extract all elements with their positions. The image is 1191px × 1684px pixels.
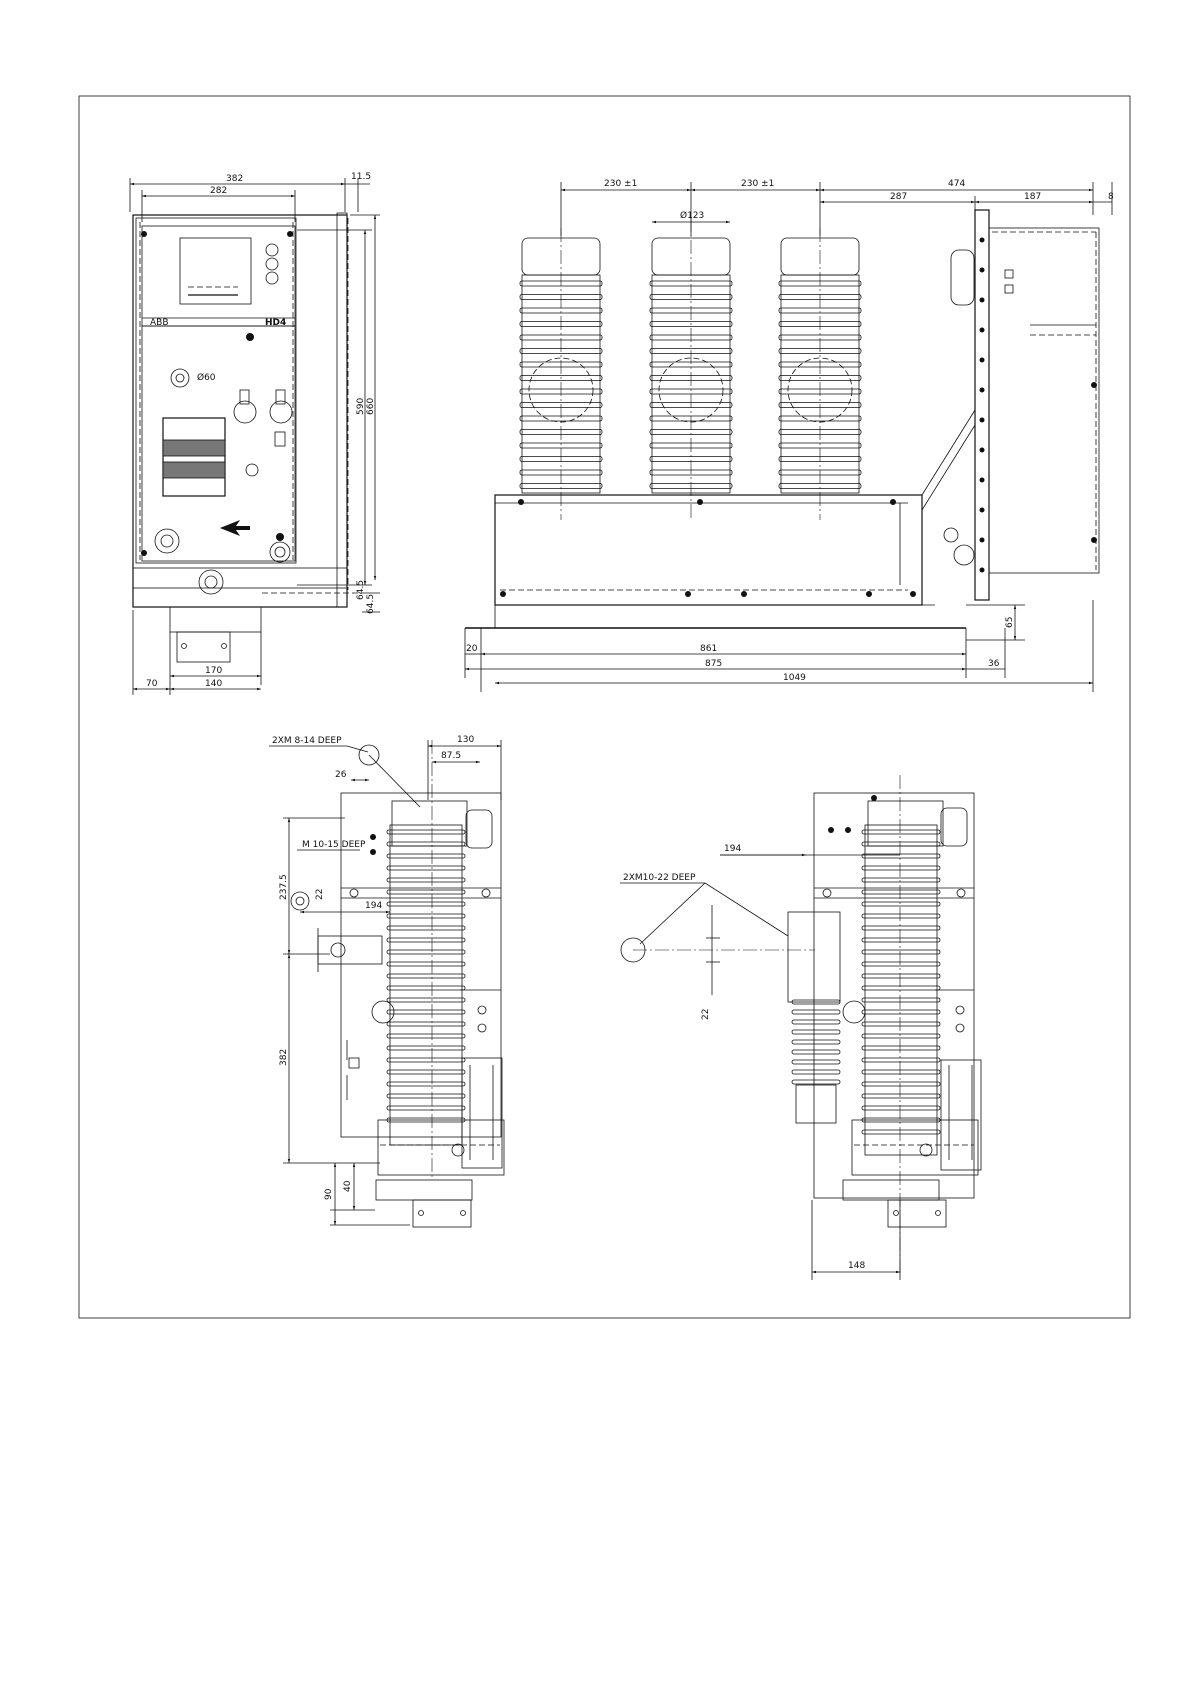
pole-3	[781, 228, 859, 520]
fin	[862, 938, 940, 942]
frame-hole	[980, 568, 985, 573]
fin	[387, 950, 465, 954]
fin	[862, 914, 940, 918]
model-label: HD4	[265, 318, 287, 328]
fin	[862, 926, 940, 930]
right-detail-view	[621, 775, 981, 1275]
fin	[387, 878, 465, 882]
dim-187: 187	[1024, 192, 1042, 202]
fin	[792, 1050, 840, 1054]
frame-hole	[980, 418, 985, 423]
fin	[862, 1034, 940, 1038]
dim-287: 287	[890, 192, 908, 202]
dim-22-right: 22	[701, 1008, 711, 1020]
fin	[387, 1082, 465, 1086]
fin	[862, 1046, 940, 1050]
dim-64-5b: 64.5	[366, 593, 376, 614]
dim-26: 26	[335, 770, 347, 780]
fin	[792, 1040, 840, 1044]
dim-64-5: 64.5	[356, 579, 366, 600]
dim-65: 65	[1005, 616, 1015, 628]
fin	[387, 1094, 465, 1098]
fin	[792, 1060, 840, 1064]
dim-230-b: 230 ±1	[741, 179, 775, 189]
fin	[862, 866, 940, 870]
fin	[862, 1130, 940, 1134]
dim-194-left: 194	[365, 901, 383, 911]
frame-hole	[980, 358, 985, 363]
dim-140: 140	[205, 679, 223, 689]
dim-660: 660	[366, 397, 376, 415]
dim-11-5: 11.5	[351, 172, 372, 182]
dim-90: 90	[324, 1188, 334, 1200]
fin	[387, 854, 465, 858]
side-view	[465, 210, 1099, 628]
fin	[862, 1094, 940, 1098]
left-insulator-fins	[387, 830, 465, 1122]
fin	[862, 950, 940, 954]
fin	[387, 842, 465, 846]
frame-hole	[980, 238, 985, 243]
dim-194-right: 194	[724, 844, 742, 854]
frame-hole	[980, 478, 985, 483]
fin	[862, 902, 940, 906]
dim-diameter-123: Ø123	[680, 211, 705, 221]
dim-282: 282	[210, 186, 228, 196]
side-view-dimensions	[465, 179, 1114, 692]
dim-8: 8	[1108, 192, 1114, 202]
dim-40: 40	[343, 1180, 353, 1192]
fin	[387, 1010, 465, 1014]
dim-382-left: 382	[279, 1048, 289, 1066]
dim-20: 20	[466, 644, 478, 654]
dim-170: 170	[205, 666, 223, 676]
insulator-fins	[520, 281, 861, 489]
fin	[387, 998, 465, 1002]
fin	[862, 1082, 940, 1086]
fin	[387, 1046, 465, 1050]
dim-382: 382	[226, 174, 244, 184]
fin	[387, 986, 465, 990]
note-m10-15-deep: M 10-15 DEEP	[302, 840, 366, 850]
fin	[862, 830, 940, 834]
dim-70: 70	[146, 679, 158, 689]
frame-hole	[980, 298, 985, 303]
fin	[387, 1070, 465, 1074]
left-detail-view	[291, 740, 504, 1227]
fin	[387, 1022, 465, 1026]
fin	[792, 1020, 840, 1024]
fin	[862, 962, 940, 966]
fin	[792, 1030, 840, 1034]
frame-hole	[980, 268, 985, 273]
fin	[792, 1010, 840, 1014]
fin	[387, 890, 465, 894]
dim-130: 130	[457, 735, 475, 745]
dim-22-left: 22	[315, 888, 325, 900]
fin	[862, 1010, 940, 1014]
dim-87-5: 87.5	[441, 751, 462, 761]
frame-hole	[980, 448, 985, 453]
dim-237-5: 237.5	[279, 874, 289, 900]
note-2xm10-22-deep: 2XM10-22 DEEP	[623, 873, 696, 883]
fin	[387, 866, 465, 870]
fin	[862, 974, 940, 978]
right-detail-dimensions	[620, 844, 900, 1280]
fin	[792, 1080, 840, 1084]
brand-label: ABB	[150, 318, 169, 328]
dim-1049: 1049	[783, 673, 806, 683]
dim-148: 148	[848, 1261, 866, 1271]
dim-875: 875	[705, 659, 723, 669]
fin	[387, 974, 465, 978]
front-view	[133, 213, 359, 662]
frame-hole	[980, 538, 985, 543]
diameter-60-label: Ø60	[197, 373, 216, 383]
fin	[387, 938, 465, 942]
fin	[862, 842, 940, 846]
fin	[387, 962, 465, 966]
frame-hole	[980, 508, 985, 513]
fin	[862, 1058, 940, 1062]
left-detail-dimensions	[269, 735, 501, 1225]
fin	[387, 1034, 465, 1038]
fin	[387, 1106, 465, 1110]
fin	[862, 890, 940, 894]
fin	[862, 1070, 940, 1074]
fin	[862, 998, 940, 1002]
dim-230-a: 230 ±1	[604, 179, 638, 189]
dim-861: 861	[700, 644, 718, 654]
dim-590: 590	[356, 397, 366, 415]
fin	[387, 902, 465, 906]
fin	[862, 878, 940, 882]
frame-hole	[980, 388, 985, 393]
dim-474: 474	[948, 179, 966, 189]
fin	[387, 926, 465, 930]
fin	[387, 1058, 465, 1062]
dim-36: 36	[988, 659, 1000, 669]
fin	[862, 1022, 940, 1026]
fin	[862, 986, 940, 990]
fin	[862, 1106, 940, 1110]
note-2xm8-14-deep: 2XM 8-14 DEEP	[272, 736, 342, 746]
right-insulator-fins	[862, 830, 940, 1134]
frame-hole	[980, 328, 985, 333]
fin	[387, 830, 465, 834]
cable-insulator-fins	[792, 1000, 840, 1084]
pole-1	[522, 228, 600, 520]
fin	[792, 1070, 840, 1074]
fin	[387, 914, 465, 918]
